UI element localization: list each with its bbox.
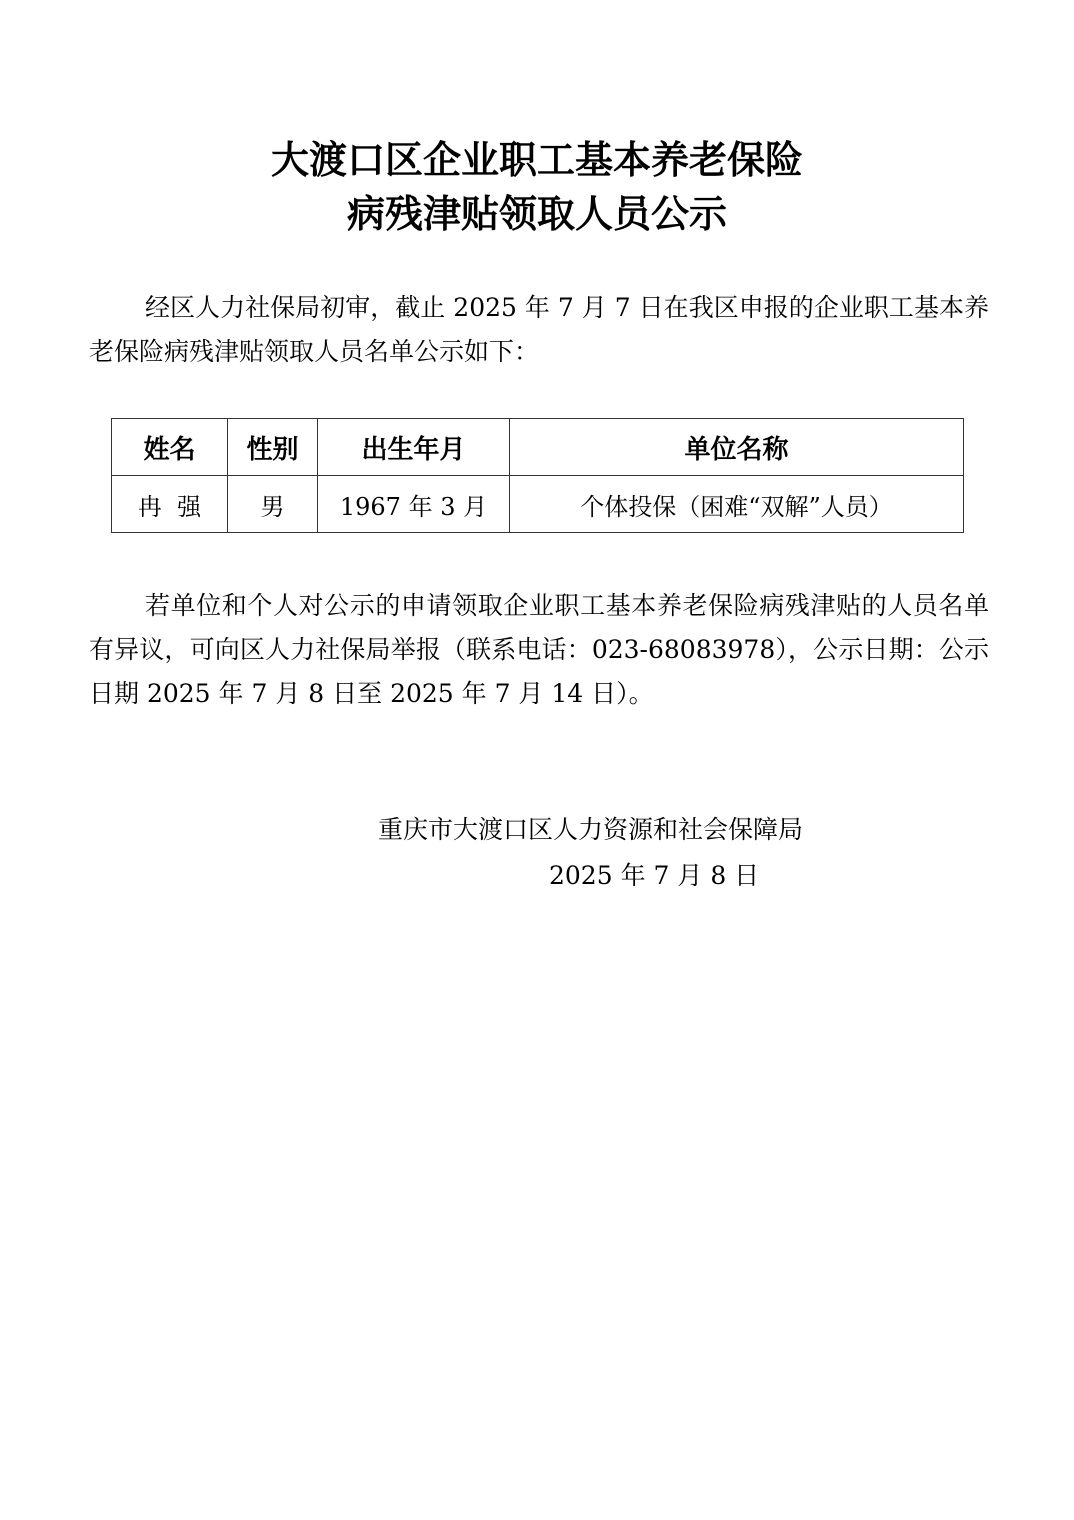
header-name: 姓名 xyxy=(112,419,228,476)
intro-paragraph: 经区人力社保局初审，截止 2025 年 7 月 7 日在我区申报的企业职工基本养老保险病残津贴领取人员名单公示如下： xyxy=(89,293,989,366)
table-row xyxy=(112,476,964,533)
document-title-line-2: 病残津贴领取人员公示 xyxy=(346,191,727,236)
cell-birth: 1967 年 3 月 xyxy=(318,476,510,533)
header-birth: 出生年月 xyxy=(318,419,510,476)
issue-date: 2025 年 7 月 8 日 xyxy=(549,861,760,890)
document-title-line-1: 大渡口区企业职工基本养老保险 xyxy=(270,137,803,182)
cell-unit: 个体投保（困难“双解”人员） xyxy=(510,476,964,533)
recipient-table xyxy=(111,418,964,533)
table-header-row xyxy=(112,419,964,476)
header-sex: 性别 xyxy=(228,419,318,476)
cell-sex: 男 xyxy=(228,476,318,533)
cell-name: 冉 强 xyxy=(112,476,228,533)
objection-paragraph: 若单位和个人对公示的申请领取企业职工基本养老保险病残津贴的人员名单有异议，可向区人力社保局举报（联系电话：023-68083978），公示日期：公示日期 2025 年 7 月 8 日至 2025 年 7 月 14 日）。 xyxy=(89,591,989,708)
issuing-organization: 重庆市大渡口区人力资源和社会保障局 xyxy=(378,815,804,844)
header-unit: 单位名称 xyxy=(510,419,964,476)
